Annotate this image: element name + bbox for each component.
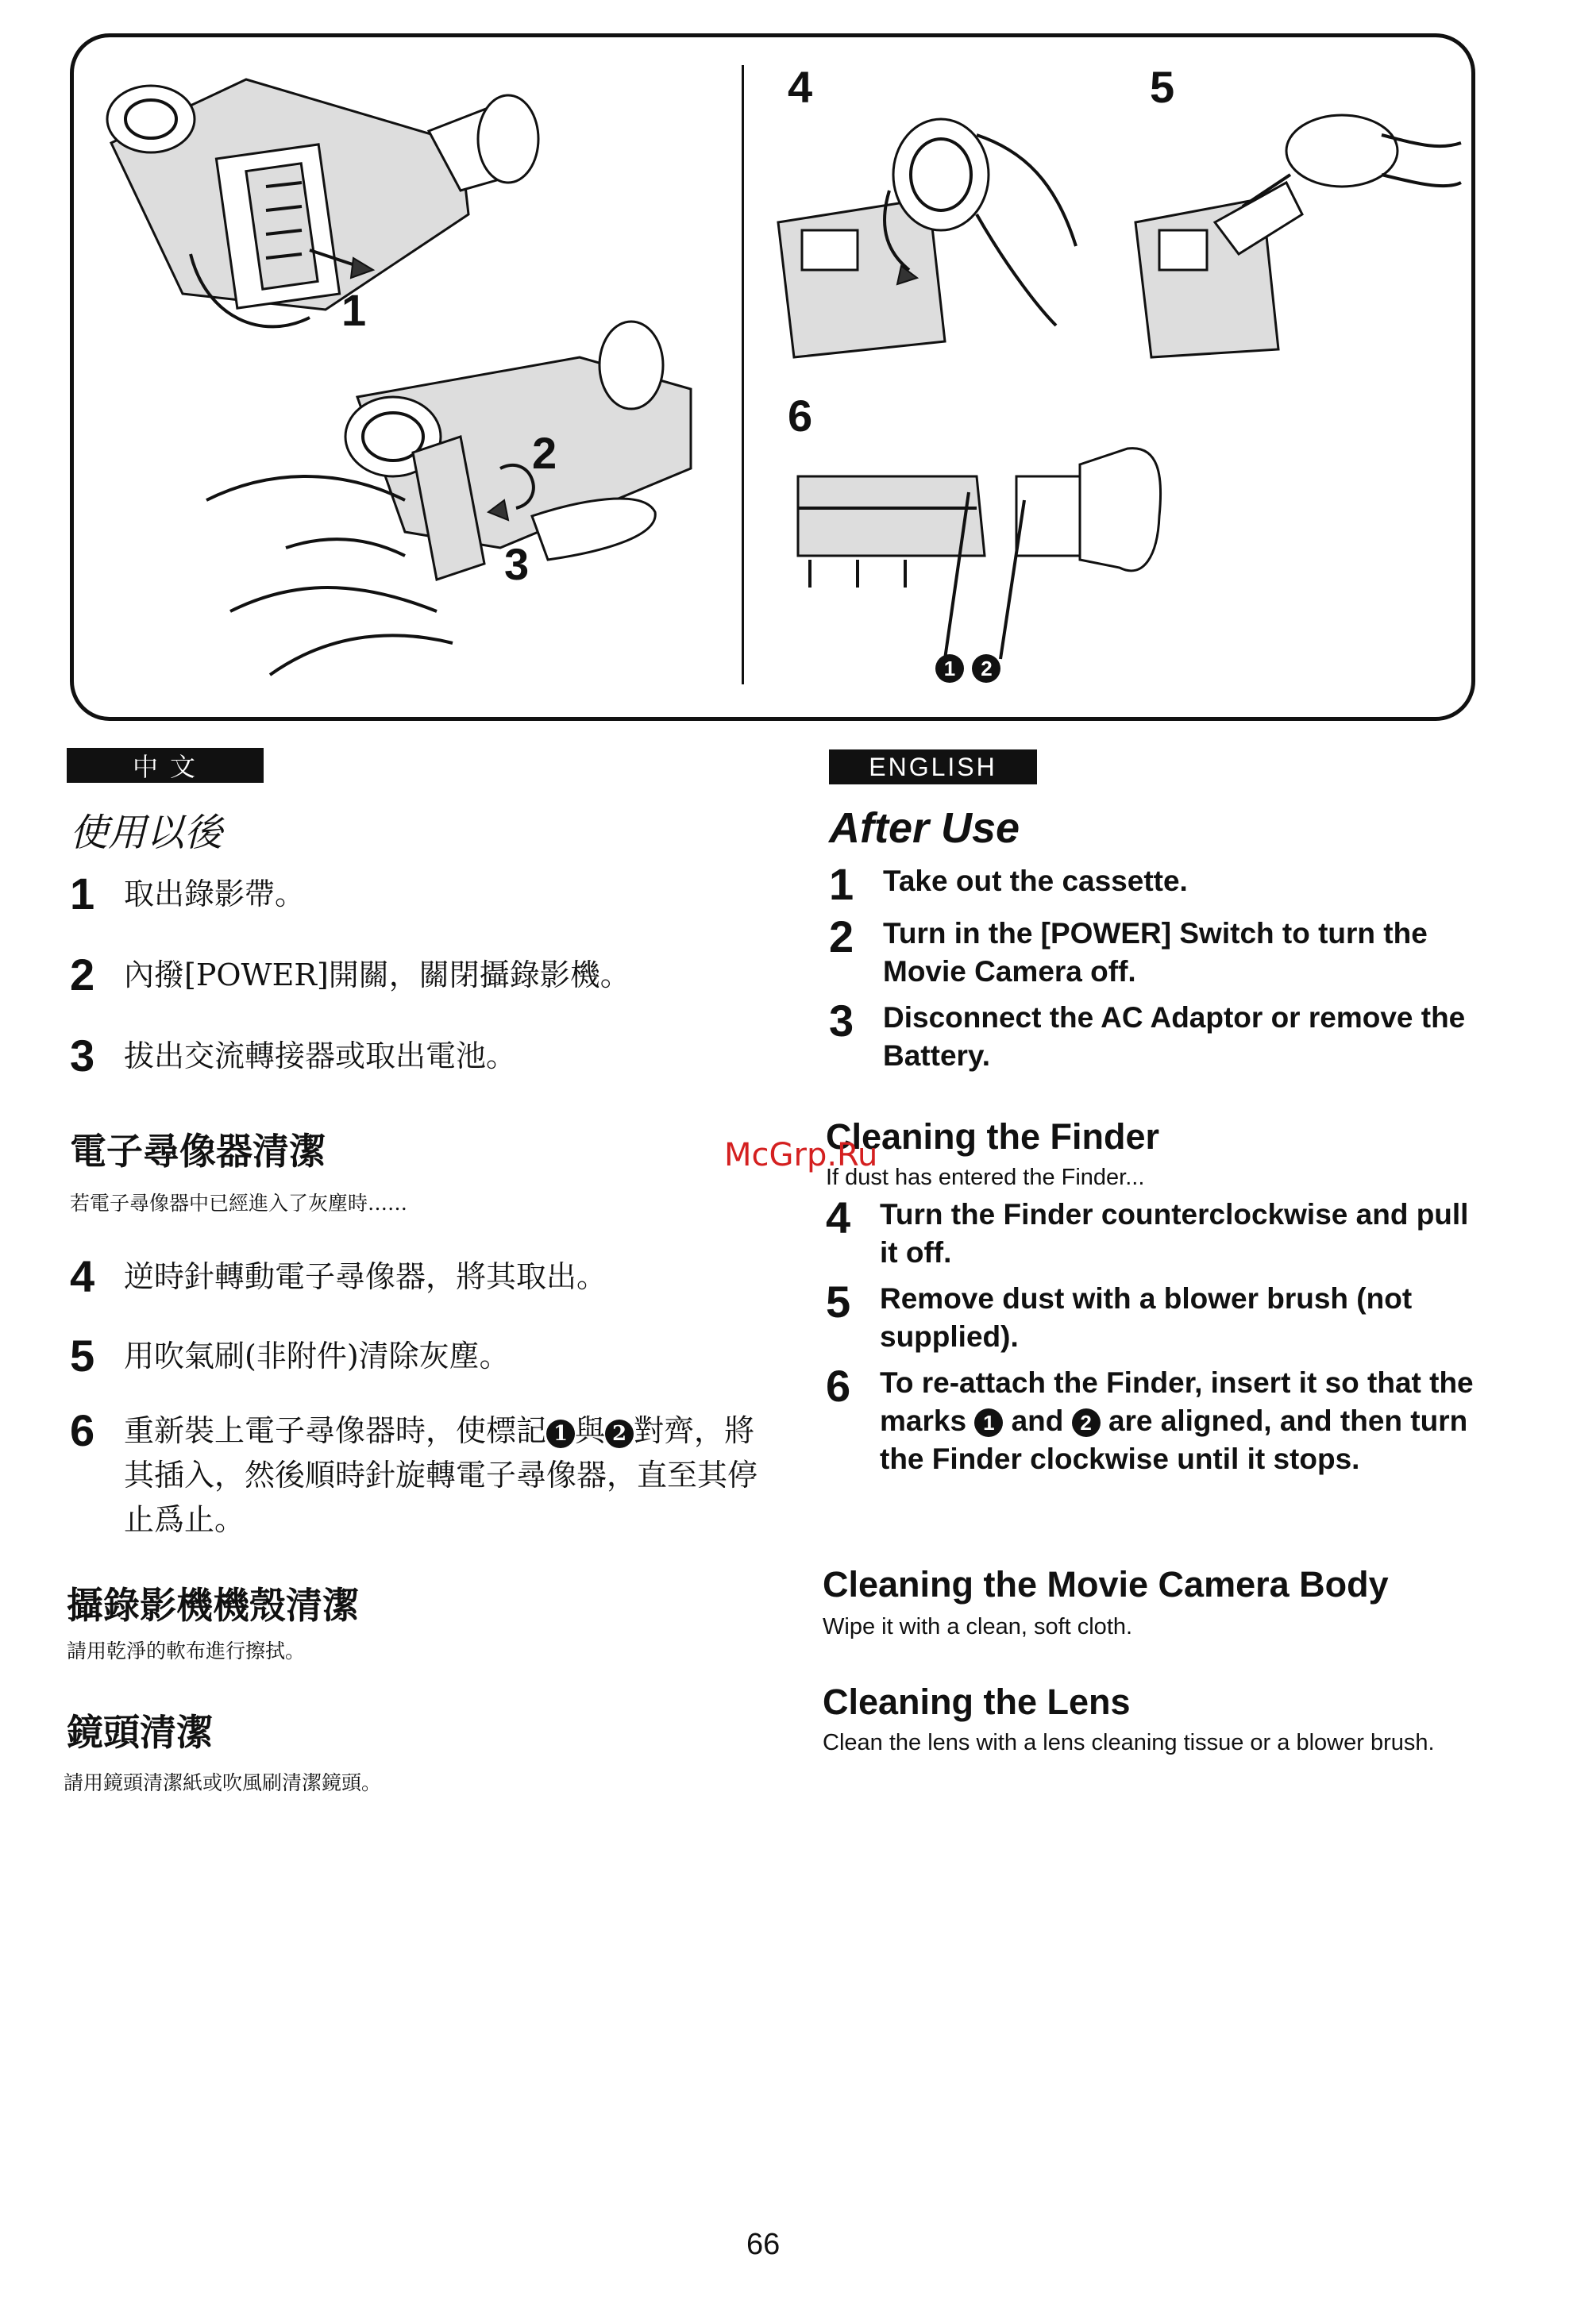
step-number: 3 xyxy=(829,996,854,1046)
english-steps-after-use xyxy=(829,859,1480,1075)
step-label-1: 1 xyxy=(341,285,367,335)
chinese-steps-after-use xyxy=(70,869,630,1081)
mark-1-icon: 1 xyxy=(974,1408,1003,1437)
step-number: 6 xyxy=(70,1405,95,1455)
chinese-body-heading: 攝錄影機機殼清潔 xyxy=(67,1584,359,1627)
step-number: 4 xyxy=(70,1251,95,1301)
panel-4-remove-finder xyxy=(770,87,1104,365)
step-number: 1 xyxy=(70,869,95,919)
list-item xyxy=(70,1251,607,1301)
step-text: 拔出交流轉接器或取出電池。 xyxy=(124,1038,517,1073)
list-item xyxy=(70,1331,607,1381)
step-text xyxy=(880,1364,1485,1478)
panel-5-blower-brush xyxy=(1128,87,1469,365)
step-text: Remove dust with a blower brush (not supplied). xyxy=(880,1282,1413,1353)
step-text: Turn in the [POWER] Switch to turn the Movie Camera off. xyxy=(883,917,1428,988)
list-item xyxy=(829,911,1480,991)
chinese-body-text: 請用乾淨的軟布進行擦拭。 xyxy=(67,1639,306,1663)
step-text: 內撥[POWER]開關，關閉攝錄影機。 xyxy=(124,957,630,992)
step-6-text-between: 與 xyxy=(575,1413,606,1448)
step-text: 逆時針轉動電子尋像器，將其取出。 xyxy=(124,1259,607,1294)
mark-1-icon: 1 xyxy=(935,654,964,683)
step-number: 2 xyxy=(70,950,95,1000)
mark-labels xyxy=(935,654,1000,683)
step-6-text-rest: 對齊，將其插入，然後順時針旋轉電子尋像器，直至其停止爲止。 xyxy=(124,1413,758,1537)
chinese-lens-heading: 鏡頭清潔 xyxy=(67,1711,213,1754)
list-item xyxy=(826,1192,1485,1272)
mark-1-icon: 1 xyxy=(546,1420,575,1448)
english-body-text: Wipe it with a clean, soft cloth. xyxy=(823,1614,1133,1639)
chinese-title: 使用以後 xyxy=(70,811,223,855)
english-finder-heading: Cleaning the Finder xyxy=(826,1116,1160,1157)
step-text: Turn the Finder counterclockwise and pull it off. xyxy=(880,1198,1469,1269)
chinese-lens-text: 請用鏡頭清潔紙或吹風刷清潔鏡頭。 xyxy=(64,1771,382,1794)
illustration-divider xyxy=(742,65,744,684)
step-label-2: 2 xyxy=(532,428,557,478)
list-item xyxy=(829,859,1480,909)
step-label-3: 3 xyxy=(504,539,530,589)
step-number: 2 xyxy=(829,911,854,961)
list-item xyxy=(826,1277,1485,1356)
step-6-text-part1: 重新裝上電子尋像器時，使標記 xyxy=(124,1413,547,1448)
list-item xyxy=(70,950,630,1000)
page-number: 66 xyxy=(746,2228,781,2261)
mark-2-icon: 2 xyxy=(605,1420,634,1448)
step-6-text-between: and xyxy=(1011,1404,1064,1437)
list-item xyxy=(70,869,630,919)
english-title: After Use xyxy=(829,804,1020,852)
english-section-tag: ENGLISH xyxy=(829,749,1037,784)
step-number: 3 xyxy=(70,1031,95,1081)
chinese-finder-heading: 電子尋像器清潔 xyxy=(70,1130,326,1173)
chinese-section-tag: 中 文 xyxy=(67,748,264,783)
panel-number-6: 6 xyxy=(788,391,813,441)
step-6-text-part1: To re-attach the Finder, insert it so that the marks xyxy=(880,1366,1474,1437)
chinese-step-6 xyxy=(70,1405,759,1542)
camcorder-illustration xyxy=(87,56,723,707)
step-text: Take out the cassette. xyxy=(883,865,1188,897)
english-lens-text: Clean the lens with a lens cleaning tissue or a blower brush. xyxy=(823,1730,1435,1755)
step-6-text-rest: are aligned, and then turn the Finder clockwise until it stops. xyxy=(880,1404,1468,1475)
step-number: 4 xyxy=(826,1192,851,1243)
step-number: 6 xyxy=(826,1361,851,1411)
mark-2-icon: 2 xyxy=(1072,1408,1101,1437)
english-step-6 xyxy=(826,1361,1485,1478)
step-text xyxy=(124,1408,759,1542)
step-text: 取出錄影帶。 xyxy=(124,877,306,911)
panel-number-5: 5 xyxy=(1150,62,1175,112)
chinese-steps-finder xyxy=(70,1251,607,1381)
english-finder-subtitle: If dust has entered the Finder... xyxy=(826,1165,1145,1190)
step-number: 5 xyxy=(826,1277,851,1327)
list-item xyxy=(70,1031,630,1081)
mark-2-icon: 2 xyxy=(972,654,1000,683)
step-number: 5 xyxy=(70,1331,95,1381)
panel-number-4: 4 xyxy=(788,62,813,112)
step-number: 1 xyxy=(829,859,854,909)
step-text: 用吹氣刷(非附件)清除灰塵。 xyxy=(124,1339,510,1374)
list-item xyxy=(829,996,1480,1075)
step-text: Disconnect the AC Adaptor or remove the Battery. xyxy=(883,1001,1466,1072)
english-body-heading: Cleaning the Movie Camera Body xyxy=(823,1564,1389,1605)
camcorder-cassette-open xyxy=(107,79,538,326)
chinese-finder-subtitle: 若電子尋像器中已經進入了灰塵時…… xyxy=(70,1192,408,1215)
english-steps-finder xyxy=(826,1192,1485,1478)
watermark: McGrp.Ru xyxy=(724,1137,878,1173)
camcorder-battery-removal xyxy=(206,322,691,675)
english-lens-heading: Cleaning the Lens xyxy=(823,1682,1131,1722)
